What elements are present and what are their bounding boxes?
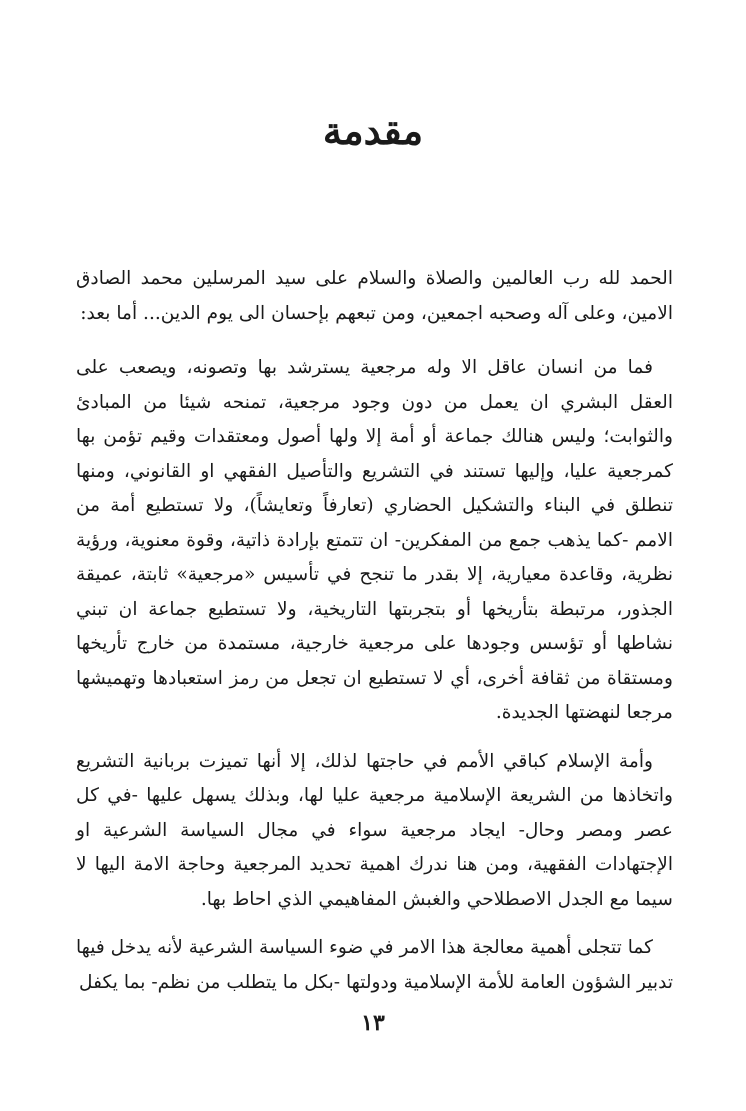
paragraph-islamic-nation: وأمة الإسلام كباقي الأمم في حاجتها لذلك، إلا أنها تميزت بربانية التشريع واتخاذها من الشريعة الإسلامية مرجعية عليا لها، وبذلك يسهل عليها -في كل عصر ومصر وحال- ايجاد مرجعية سواء في مجال السياسة الشرعية او الإجتهادات الفقهية، ومن هنا ندرك اهمية تحديد المرجعية وحاجة الامة اليها لا سيما مع الجدل الاصطلاحي والغبش المفاهيمي الذي احاط بها. [76, 750, 673, 910]
chapter-heading: مقدمة [322, 108, 424, 153]
paragraph-sharia-politics: كما تتجلى أهمية معالجة هذا الامر في ضوء السياسة الشرعية لأنه يدخل فيها تدبير الشؤون العامة للأمة الإسلامية ودولتها -بكل ما يتطلب من نظم- بما يكفل [76, 937, 673, 993]
page-number: ١٣ [361, 1010, 385, 1036]
body-text [76, 262, 673, 1000]
paragraph-intro: الحمد لله رب العالمين والصلاة والسلام على سيد المرسلين محمد الصادق الامين، وعلى آله وصحبه اجمعين، ومن تبعهم بإحسان الى يوم الدين... أما بعد: [76, 268, 673, 324]
paragraph-reference: فما من انسان عاقل الا وله مرجعية يسترشد بها وتصونه، ويصعب على العقل البشري ان يعمل من دون وجود مرجعية، تمنحه شيئا من المبادئ والثوابت؛ وليس هنالك جماعة أو أمة إلا ولها أصول ومعتقدات وقيم تؤمن بها كمرجعية عليا، وإليها تستند في التشريع والتأصيل الفقهي او القانوني، ومنها تنطلق في البناء والتشكيل الحضاري (تعارفاً وتعايشاً)، ولا تستطيع أمة من الامم -كما يذهب جمع من المفكرين- ان تتمتع بإرادة ذاتية، وقوة معنوية، ورؤية نظرية، وقاعدة معيارية، إلا بقدر ما تنجح في تأسيس «مرجعية» ثابتة، عميقة الجذور، مرتبطة بتأريخها أو بتجربتها التاريخية، ولا تستطيع جماعة ان تبني نشاطها أو تؤسس وجودها على مرجعية خارجية، مستمدة من خارج تأريخها ومستقاة من ثقافة أخرى، أي لا تستطيع ان تجعل من رمز استعبادها وتهميشها مرجعا لنهضتها الجديدة. [76, 357, 673, 723]
